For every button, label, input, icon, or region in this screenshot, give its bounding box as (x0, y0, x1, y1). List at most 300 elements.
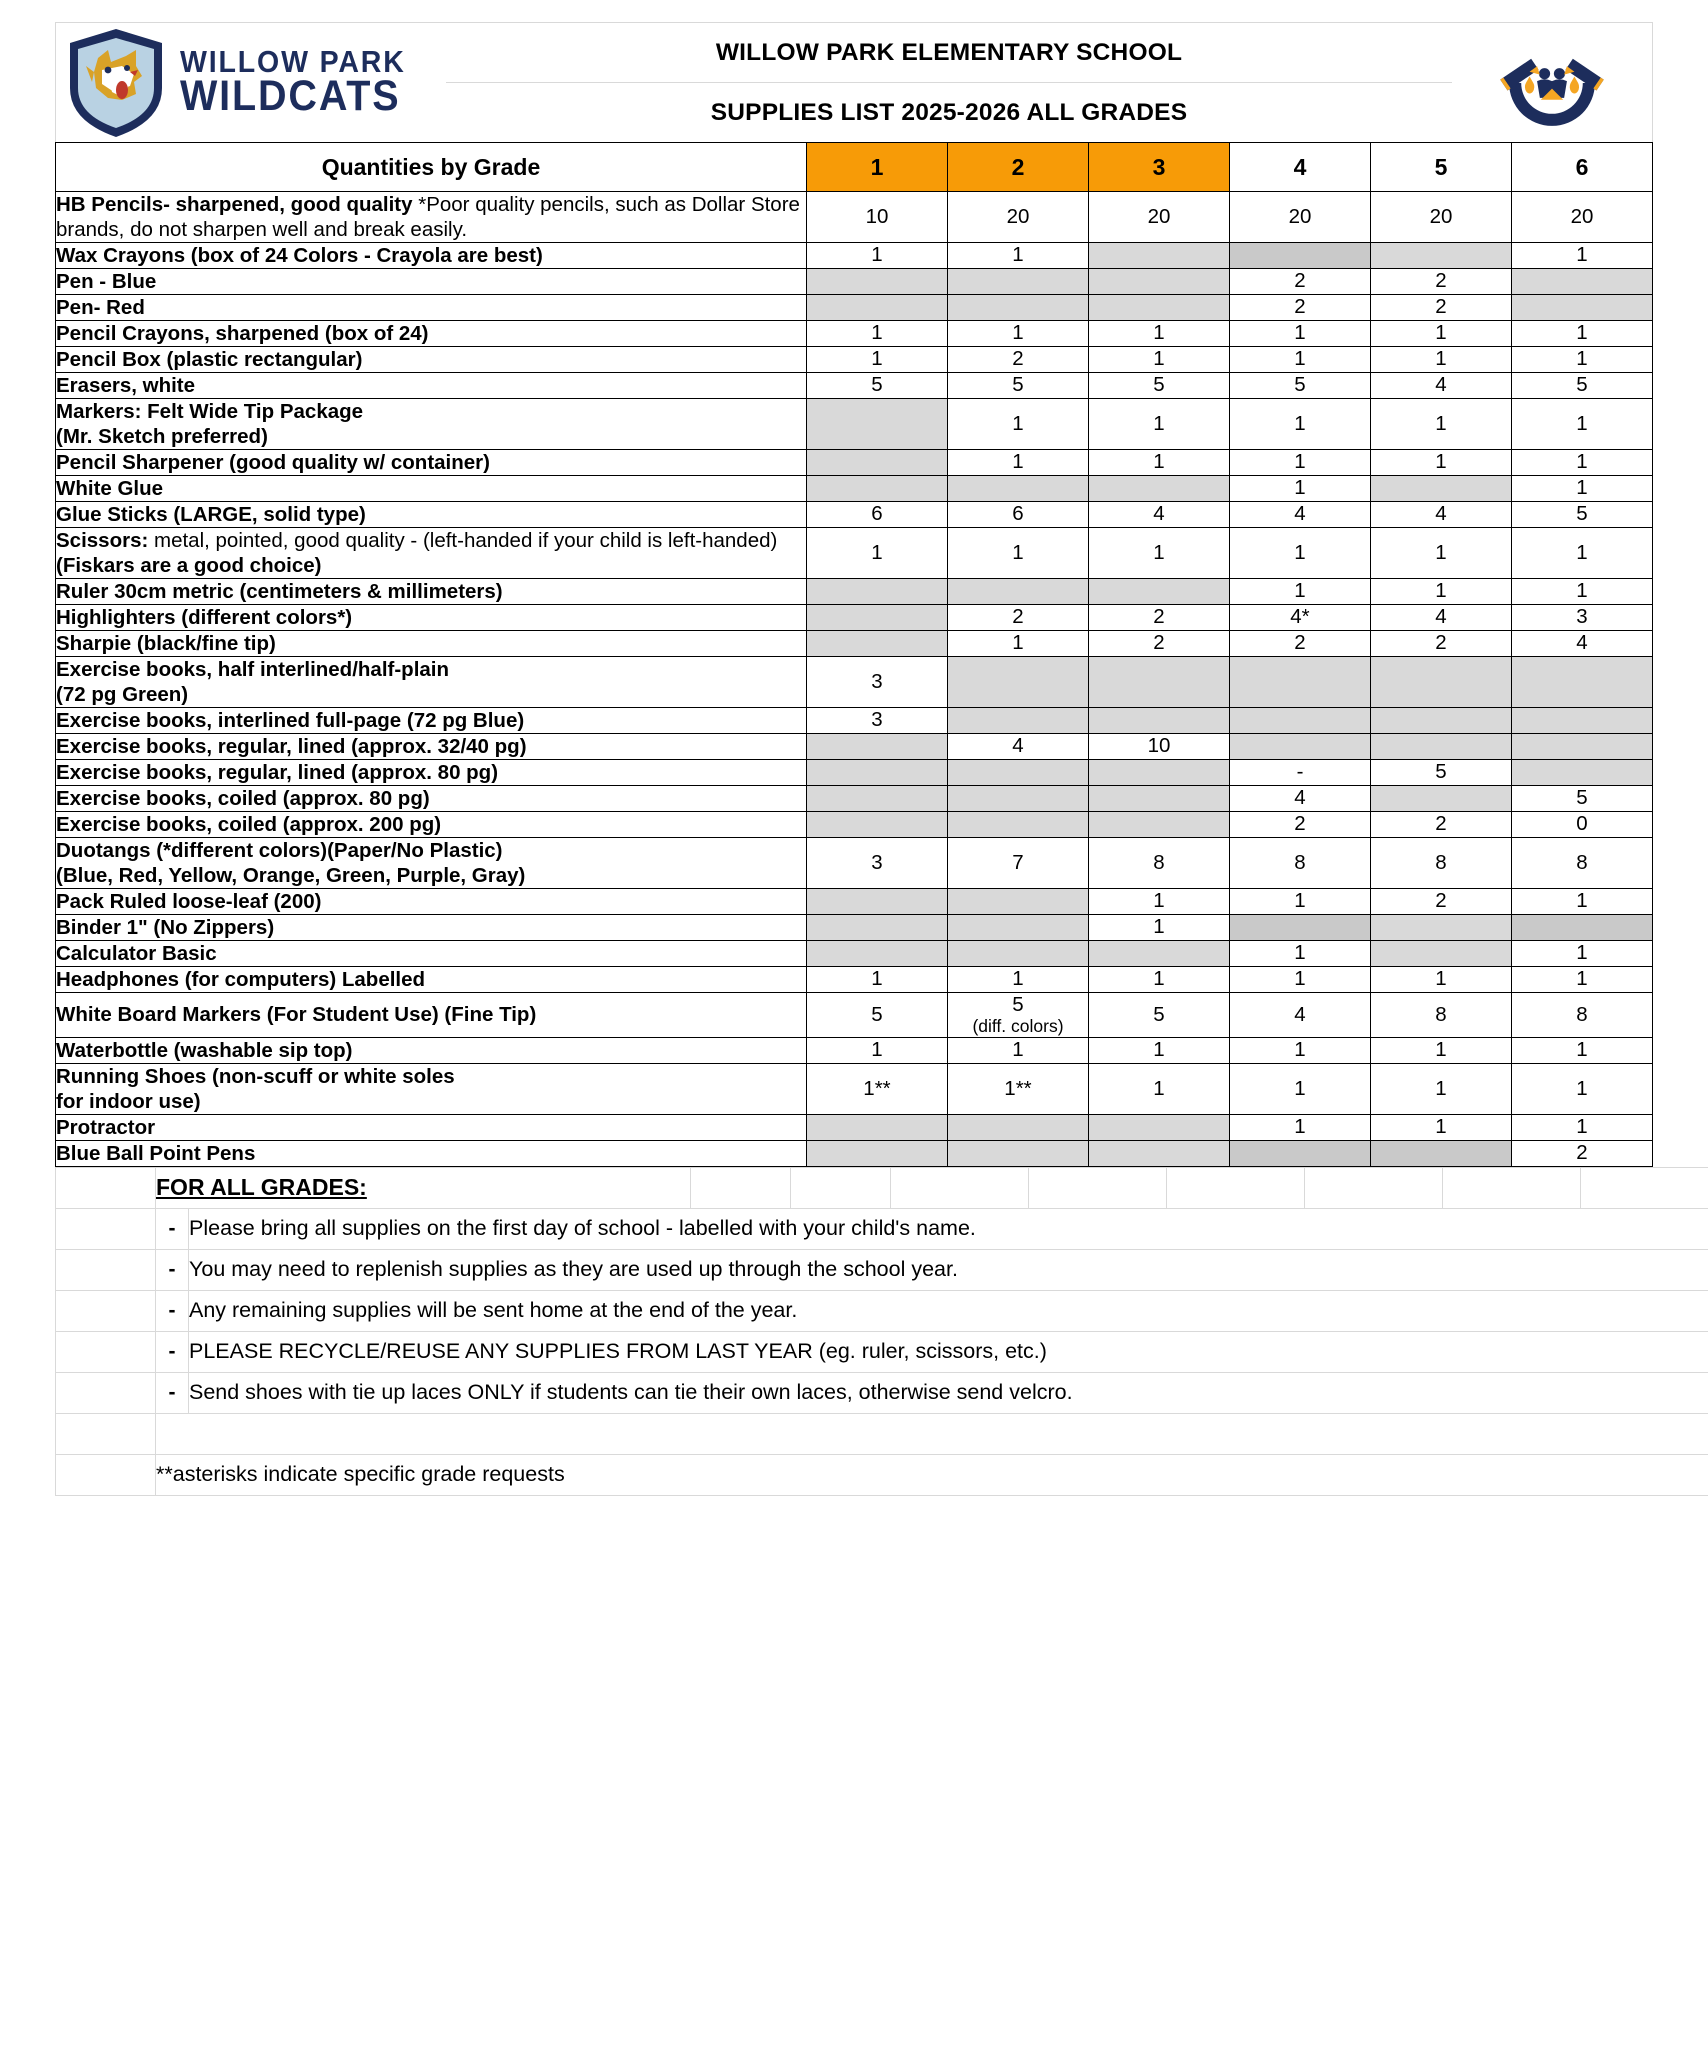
supply-item-name: Scissors: metal, pointed, good quality - (left-handed if your child is left-handed) (Fiskars are a good choice) (56, 528, 807, 579)
qty-cell-grade-6: 5 (1511, 373, 1652, 399)
supply-item-name: Calculator Basic (56, 941, 807, 967)
qty-cell-grade-4: 8 (1229, 838, 1370, 889)
wildcat-shield-icon (64, 26, 168, 140)
table-row (56, 760, 1653, 786)
qty-cell-grade-5: 1 (1370, 321, 1511, 347)
qty-cell-grade-3: 1 (1088, 889, 1229, 915)
qty-cell-grade-6: 20 (1511, 192, 1652, 243)
supply-item-name: Ruler 30cm metric (centimeters & millimeters) (56, 579, 807, 605)
supply-item-name: Pen - Blue (56, 269, 807, 295)
notes-empty-cell (1581, 1167, 1708, 1208)
table-row (56, 941, 1653, 967)
qty-cell-grade-4: 1 (1229, 1037, 1370, 1063)
supply-item-name: Binder 1" (No Zippers) (56, 915, 807, 941)
qty-cell-grade-1: 1 (806, 347, 947, 373)
qty-cell-grade-3 (1088, 760, 1229, 786)
notes-empty-cell (1029, 1167, 1167, 1208)
qty-cell-grade-2: 7 (947, 838, 1088, 889)
header-grade-4: 4 (1229, 143, 1370, 192)
qty-cell-grade-5: 1 (1370, 1037, 1511, 1063)
table-row (56, 734, 1653, 760)
table-row (56, 915, 1653, 941)
supplies-table (55, 142, 1653, 1167)
supply-item-name: Exercise books, coiled (approx. 80 pg) (56, 786, 807, 812)
school-logo-block (56, 23, 446, 142)
qty-cell-grade-5: 1 (1370, 967, 1511, 993)
qty-cell-grade-2: 1 (947, 321, 1088, 347)
qty-cell-grade-3 (1088, 941, 1229, 967)
qty-cell-grade-6: 1 (1511, 347, 1652, 373)
table-row (56, 502, 1653, 528)
qty-cell-grade-4: 2 (1229, 812, 1370, 838)
qty-cell-grade-6 (1511, 760, 1652, 786)
qty-cell-grade-1 (806, 786, 947, 812)
qty-cell-grade-6: 1 (1511, 1114, 1652, 1140)
qty-cell-grade-6 (1511, 295, 1652, 321)
qty-cell-grade-2: 1** (947, 1063, 1088, 1114)
qty-cell-grade-3 (1088, 1140, 1229, 1166)
note-text: PLEASE RECYCLE/REUSE ANY SUPPLIES FROM LAST YEAR (eg. ruler, scissors, etc.) (189, 1331, 1708, 1372)
qty-cell-grade-6: 5 (1511, 502, 1652, 528)
supply-item-name: Pen- Red (56, 295, 807, 321)
qty-cell-grade-3: 1 (1088, 1037, 1229, 1063)
qty-cell-grade-4: 1 (1229, 579, 1370, 605)
table-row (56, 1140, 1653, 1166)
table-row (56, 812, 1653, 838)
notes-empty-cell (791, 1167, 891, 1208)
supply-item-name: White Glue (56, 476, 807, 502)
note-bullet-icon: - (156, 1249, 189, 1290)
qty-cell-grade-1 (806, 295, 947, 321)
qty-cell-grade-6: 1 (1511, 399, 1652, 450)
table-row (56, 993, 1653, 1038)
qty-cell-grade-6: 5 (1511, 786, 1652, 812)
qty-cell-grade-6: 1 (1511, 579, 1652, 605)
qty-cell-grade-4: 2 (1229, 269, 1370, 295)
table-row (56, 450, 1653, 476)
header-grade-2: 2 (947, 143, 1088, 192)
qty-cell-grade-1 (806, 915, 947, 941)
table-row (56, 373, 1653, 399)
qty-cell-grade-6 (1511, 708, 1652, 734)
qty-cell-grade-5 (1370, 243, 1511, 269)
qty-cell-grade-2: 5 (diff. colors) (947, 993, 1088, 1038)
qty-cell-grade-2 (947, 786, 1088, 812)
qty-cell-grade-1 (806, 579, 947, 605)
qty-cell-grade-2 (947, 941, 1088, 967)
supply-item-name: Erasers, white (56, 373, 807, 399)
qty-cell-grade-4: 1 (1229, 1063, 1370, 1114)
qty-cell-grade-5: 1 (1370, 1114, 1511, 1140)
header-grade-6: 6 (1511, 143, 1652, 192)
qty-cell-grade-1 (806, 734, 947, 760)
qty-cell-grade-6: 4 (1511, 631, 1652, 657)
qty-cell-grade-5: 1 (1370, 399, 1511, 450)
qty-cell-grade-3: 1 (1088, 967, 1229, 993)
qty-cell-grade-3: 8 (1088, 838, 1229, 889)
supply-item-name: Pencil Crayons, sharpened (box of 24) (56, 321, 807, 347)
qty-cell-grade-4: - (1229, 760, 1370, 786)
qty-cell-grade-1 (806, 760, 947, 786)
document-header (55, 22, 1653, 142)
notes-spacer-cell (56, 1372, 156, 1413)
notes-spacer-row (56, 1413, 1708, 1454)
qty-cell-grade-1: 3 (806, 838, 947, 889)
qty-cell-grade-3 (1088, 269, 1229, 295)
notes-table (55, 1167, 1708, 1496)
page-subtitle: SUPPLIES LIST 2025-2026 ALL GRADES (446, 83, 1452, 142)
qty-cell-grade-5 (1370, 941, 1511, 967)
qty-cell-grade-2 (947, 476, 1088, 502)
qty-cell-grade-2: 6 (947, 502, 1088, 528)
qty-cell-grade-3 (1088, 1114, 1229, 1140)
qty-cell-grade-2: 4 (947, 734, 1088, 760)
notes-empty-cell (1305, 1167, 1443, 1208)
qty-cell-grade-5 (1370, 1140, 1511, 1166)
notes-heading: FOR ALL GRADES: (156, 1167, 691, 1208)
supply-item-name: Markers: Felt Wide Tip Package (Mr. Sketch preferred) (56, 399, 807, 450)
supply-item-name: Running Shoes (non-scuff or white soles for indoor use) (56, 1063, 807, 1114)
qty-cell-grade-1: 5 (806, 993, 947, 1038)
qty-cell-grade-2: 1 (947, 1037, 1088, 1063)
qty-cell-grade-4 (1229, 243, 1370, 269)
qty-cell-grade-3 (1088, 708, 1229, 734)
qty-cell-grade-3: 1 (1088, 915, 1229, 941)
qty-cell-grade-1 (806, 450, 947, 476)
qty-cell-grade-6: 1 (1511, 967, 1652, 993)
note-text: You may need to replenish supplies as they are used up through the school year. (189, 1249, 1708, 1290)
qty-cell-grade-1: 3 (806, 708, 947, 734)
note-row (56, 1208, 1708, 1249)
qty-cell-grade-4: 2 (1229, 295, 1370, 321)
notes-empty-cell (691, 1167, 791, 1208)
qty-cell-grade-3: 1 (1088, 450, 1229, 476)
notes-title-row (56, 1167, 1708, 1208)
qty-cell-grade-6: 1 (1511, 1063, 1652, 1114)
qty-cell-grade-4: 1 (1229, 889, 1370, 915)
footnote-text: **asterisks indicate specific grade requests (156, 1454, 1708, 1495)
table-row (56, 579, 1653, 605)
table-row (56, 657, 1653, 708)
qty-cell-grade-2 (947, 1140, 1088, 1166)
qty-cell-grade-2: 2 (947, 347, 1088, 373)
note-text: Send shoes with tie up laces ONLY if students can tie their own laces, otherwise send velcro. (189, 1372, 1708, 1413)
notes-spacer-cell (56, 1249, 156, 1290)
qty-cell-grade-5 (1370, 734, 1511, 760)
qty-cell-grade-3: 1 (1088, 321, 1229, 347)
notes-empty-cell (1443, 1167, 1581, 1208)
table-row (56, 1037, 1653, 1063)
qty-cell-grade-3 (1088, 812, 1229, 838)
qty-cell-grade-5: 2 (1370, 295, 1511, 321)
qty-cell-grade-3: 1 (1088, 528, 1229, 579)
qty-cell-grade-6 (1511, 915, 1652, 941)
qty-cell-grade-1 (806, 269, 947, 295)
table-row (56, 1063, 1653, 1114)
table-row (56, 1114, 1653, 1140)
qty-cell-grade-4 (1229, 915, 1370, 941)
supply-item-name: Blue Ball Point Pens (56, 1140, 807, 1166)
qty-cell-grade-1 (806, 399, 947, 450)
qty-cell-grade-2 (947, 269, 1088, 295)
qty-cell-grade-2 (947, 657, 1088, 708)
qty-cell-grade-5: 5 (1370, 760, 1511, 786)
qty-cell-grade-6: 1 (1511, 941, 1652, 967)
black-gold-school-division-logo-icon (1496, 27, 1608, 139)
qty-cell-grade-4 (1229, 708, 1370, 734)
qty-cell-grade-2 (947, 812, 1088, 838)
qty-cell-grade-2 (947, 915, 1088, 941)
qty-cell-grade-5: 20 (1370, 192, 1511, 243)
qty-cell-grade-6: 3 (1511, 605, 1652, 631)
qty-cell-grade-5: 2 (1370, 889, 1511, 915)
qty-cell-grade-5: 4 (1370, 605, 1511, 631)
qty-cell-grade-1: 10 (806, 192, 947, 243)
table-row (56, 243, 1653, 269)
qty-cell-grade-2: 1 (947, 967, 1088, 993)
table-row (56, 321, 1653, 347)
qty-cell-grade-5: 1 (1370, 450, 1511, 476)
table-row (56, 347, 1653, 373)
page-title: WILLOW PARK ELEMENTARY SCHOOL (446, 23, 1452, 83)
qty-cell-grade-5 (1370, 657, 1511, 708)
qty-cell-grade-2: 2 (947, 605, 1088, 631)
qty-cell-grade-2 (947, 1114, 1088, 1140)
qty-cell-grade-5 (1370, 476, 1511, 502)
qty-cell-grade-1 (806, 812, 947, 838)
table-row (56, 631, 1653, 657)
qty-cell-grade-6: 0 (1511, 812, 1652, 838)
qty-cell-grade-4: 1 (1229, 941, 1370, 967)
qty-cell-grade-4: 4 (1229, 993, 1370, 1038)
qty-cell-grade-1: 1** (806, 1063, 947, 1114)
table-row (56, 708, 1653, 734)
qty-cell-grade-2 (947, 760, 1088, 786)
qty-cell-grade-2: 1 (947, 528, 1088, 579)
qty-cell-grade-4: 4* (1229, 605, 1370, 631)
qty-cell-grade-3 (1088, 579, 1229, 605)
qty-cell-grade-5: 4 (1370, 502, 1511, 528)
supply-item-name: Highlighters (different colors*) (56, 605, 807, 631)
qty-cell-grade-3: 10 (1088, 734, 1229, 760)
qty-cell-grade-5 (1370, 786, 1511, 812)
qty-cell-grade-2: 1 (947, 450, 1088, 476)
notes-spacer-cell (56, 1454, 156, 1495)
qty-cell-grade-4: 4 (1229, 502, 1370, 528)
qty-cell-grade-3 (1088, 786, 1229, 812)
notes-spacer-cell (56, 1413, 156, 1454)
qty-cell-grade-1: 1 (806, 243, 947, 269)
qty-cell-grade-3: 1 (1088, 347, 1229, 373)
qty-cell-grade-4: 4 (1229, 786, 1370, 812)
qty-cell-grade-4: 1 (1229, 1114, 1370, 1140)
qty-cell-grade-3: 2 (1088, 631, 1229, 657)
footnote-row (56, 1454, 1708, 1495)
table-row (56, 476, 1653, 502)
supply-item-name: Exercise books, coiled (approx. 200 pg) (56, 812, 807, 838)
qty-cell-grade-2 (947, 708, 1088, 734)
qty-cell-grade-1: 1 (806, 321, 947, 347)
header-grade-5: 5 (1370, 143, 1511, 192)
notes-spacer-cell (56, 1331, 156, 1372)
supply-item-name: Glue Sticks (LARGE, solid type) (56, 502, 807, 528)
qty-cell-grade-4: 1 (1229, 476, 1370, 502)
qty-cell-grade-3: 4 (1088, 502, 1229, 528)
supply-item-name: Protractor (56, 1114, 807, 1140)
qty-cell-grade-5: 2 (1370, 631, 1511, 657)
supply-item-name: Sharpie (black/fine tip) (56, 631, 807, 657)
notes-spacer-cell (156, 1413, 1708, 1454)
note-row (56, 1249, 1708, 1290)
qty-cell-grade-1 (806, 605, 947, 631)
qty-cell-grade-4: 20 (1229, 192, 1370, 243)
table-row (56, 967, 1653, 993)
qty-cell-grade-4: 1 (1229, 528, 1370, 579)
table-row (56, 192, 1653, 243)
note-bullet-icon: - (156, 1208, 189, 1249)
table-row (56, 528, 1653, 579)
note-row (56, 1290, 1708, 1331)
note-text: Any remaining supplies will be sent home at the end of the year. (189, 1290, 1708, 1331)
notes-spacer-cell (56, 1167, 156, 1208)
supply-item-name: Pencil Sharpener (good quality w/ container) (56, 450, 807, 476)
qty-cell-grade-6: 1 (1511, 476, 1652, 502)
qty-cell-grade-2: 20 (947, 192, 1088, 243)
qty-cell-grade-2 (947, 295, 1088, 321)
table-row (56, 786, 1653, 812)
header-grade-1: 1 (806, 143, 947, 192)
supply-item-name: Exercise books, regular, lined (approx. 80 pg) (56, 760, 807, 786)
qty-cell-grade-5: 2 (1370, 269, 1511, 295)
supply-item-name: Wax Crayons (box of 24 Colors - Crayola are best) (56, 243, 807, 269)
supply-item-name: White Board Markers (For Student Use) (Fine Tip) (56, 993, 807, 1038)
table-row (56, 838, 1653, 889)
table-row (56, 889, 1653, 915)
school-wordmark (180, 48, 425, 116)
qty-cell-grade-4 (1229, 1140, 1370, 1166)
qty-cell-grade-5: 1 (1370, 347, 1511, 373)
qty-cell-grade-6: 1 (1511, 243, 1652, 269)
supply-item-name: Exercise books, regular, lined (approx. 32/40 pg) (56, 734, 807, 760)
header-grade-3: 3 (1088, 143, 1229, 192)
notes-empty-cell (891, 1167, 1029, 1208)
notes-empty-cell (1167, 1167, 1305, 1208)
qty-cell-grade-5: 1 (1370, 579, 1511, 605)
supply-item-name: Exercise books, half interlined/half-plain (72 pg Green) (56, 657, 807, 708)
qty-cell-grade-1: 3 (806, 657, 947, 708)
qty-cell-grade-3: 5 (1088, 993, 1229, 1038)
qty-cell-grade-6: 8 (1511, 838, 1652, 889)
division-logo-block (1452, 23, 1652, 142)
qty-cell-grade-2 (947, 579, 1088, 605)
qty-cell-grade-6: 1 (1511, 528, 1652, 579)
qty-cell-grade-6: 1 (1511, 450, 1652, 476)
qty-cell-grade-5: 1 (1370, 1063, 1511, 1114)
qty-cell-grade-3: 5 (1088, 373, 1229, 399)
supply-item-name: Headphones (for computers) Labelled (56, 967, 807, 993)
qty-cell-grade-2: 1 (947, 399, 1088, 450)
qty-cell-grade-6 (1511, 657, 1652, 708)
header-quantities-by-grade: Quantities by Grade (56, 143, 807, 192)
header-title-block (446, 23, 1452, 142)
qty-cell-grade-1 (806, 631, 947, 657)
qty-cell-grade-4: 1 (1229, 347, 1370, 373)
qty-cell-grade-1: 6 (806, 502, 947, 528)
note-bullet-icon: - (156, 1331, 189, 1372)
qty-cell-grade-1 (806, 889, 947, 915)
supply-item-name: Pack Ruled loose-leaf (200) (56, 889, 807, 915)
table-row (56, 605, 1653, 631)
qty-cell-grade-4: 1 (1229, 399, 1370, 450)
note-bullet-icon: - (156, 1372, 189, 1413)
qty-cell-grade-1 (806, 1114, 947, 1140)
supply-item-name: Exercise books, interlined full-page (72 pg Blue) (56, 708, 807, 734)
qty-cell-grade-3: 20 (1088, 192, 1229, 243)
qty-cell-grade-3 (1088, 657, 1229, 708)
qty-cell-grade-6: 2 (1511, 1140, 1652, 1166)
notes-spacer-cell (56, 1290, 156, 1331)
wordmark-line-1: WILLOW PARK (180, 48, 406, 77)
qty-cell-grade-6: 1 (1511, 1037, 1652, 1063)
qty-cell-grade-5: 1 (1370, 528, 1511, 579)
qty-cell-grade-1 (806, 1140, 947, 1166)
table-row (56, 269, 1653, 295)
qty-cell-grade-5: 4 (1370, 373, 1511, 399)
qty-cell-grade-4: 5 (1229, 373, 1370, 399)
qty-cell-grade-5 (1370, 708, 1511, 734)
qty-cell-grade-6: 1 (1511, 889, 1652, 915)
note-row (56, 1331, 1708, 1372)
qty-cell-grade-2: 1 (947, 243, 1088, 269)
qty-cell-grade-2: 5 (947, 373, 1088, 399)
table-row (56, 295, 1653, 321)
qty-cell-grade-1 (806, 476, 947, 502)
supply-item-name: Duotangs (*different colors)(Paper/No Plastic) (Blue, Red, Yellow, Orange, Green, Purple, Gray) (56, 838, 807, 889)
qty-cell-grade-1 (806, 941, 947, 967)
supply-item-name: Waterbottle (washable sip top) (56, 1037, 807, 1063)
qty-cell-grade-5: 2 (1370, 812, 1511, 838)
qty-cell-grade-3: 1 (1088, 1063, 1229, 1114)
qty-cell-grade-4: 1 (1229, 450, 1370, 476)
supply-item-name: HB Pencils- sharpened, good quality *Poor quality pencils, such as Dollar Store brands, do not sharpen well and break easily. (56, 192, 807, 243)
qty-cell-grade-3: 1 (1088, 399, 1229, 450)
qty-cell-grade-4: 1 (1229, 967, 1370, 993)
qty-cell-grade-3: 2 (1088, 605, 1229, 631)
table-row (56, 399, 1653, 450)
qty-cell-grade-5: 8 (1370, 838, 1511, 889)
qty-cell-grade-1: 5 (806, 373, 947, 399)
qty-cell-grade-6 (1511, 269, 1652, 295)
qty-cell-grade-2: 1 (947, 631, 1088, 657)
qty-cell-grade-5: 8 (1370, 993, 1511, 1038)
note-text: Please bring all supplies on the first day of school - labelled with your child's name. (189, 1208, 1708, 1249)
table-header-row (56, 143, 1653, 192)
qty-cell-grade-1: 1 (806, 967, 947, 993)
qty-cell-grade-3 (1088, 243, 1229, 269)
qty-cell-grade-4 (1229, 657, 1370, 708)
qty-cell-grade-6 (1511, 734, 1652, 760)
qty-cell-grade-2 (947, 889, 1088, 915)
supplies-list-page (0, 22, 1708, 2070)
qty-cell-grade-6: 1 (1511, 321, 1652, 347)
qty-cell-grade-5 (1370, 915, 1511, 941)
qty-cell-grade-1: 1 (806, 1037, 947, 1063)
note-row (56, 1372, 1708, 1413)
qty-cell-grade-3 (1088, 295, 1229, 321)
wordmark-line-2: WILDCATS (180, 77, 406, 117)
qty-cell-grade-4 (1229, 734, 1370, 760)
qty-cell-grade-1: 1 (806, 528, 947, 579)
